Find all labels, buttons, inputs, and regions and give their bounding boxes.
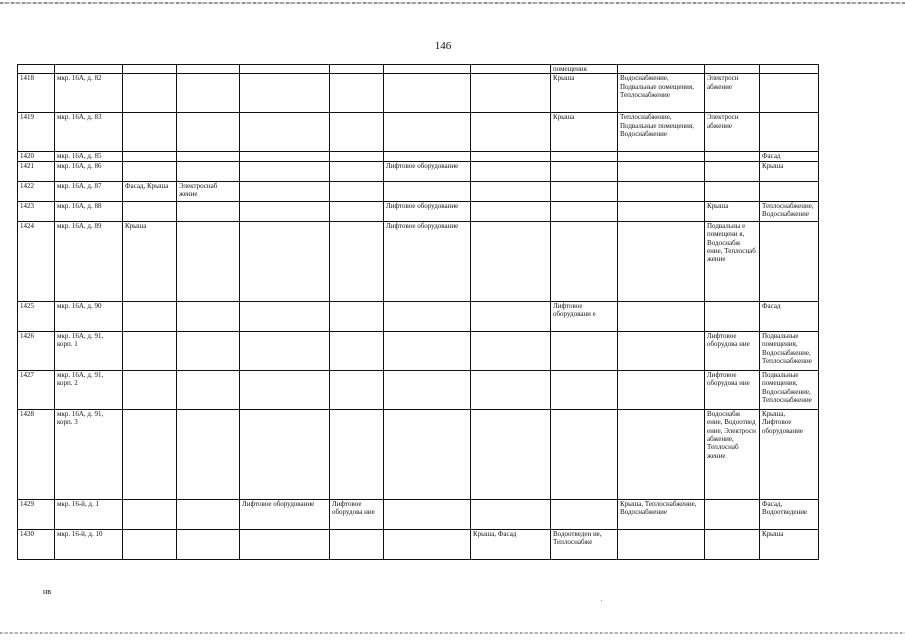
table-cell: Водоснабж ение, Водоотвед ение, Электросн абжение, Теплоснаб жение xyxy=(705,409,760,499)
table-row xyxy=(18,301,819,331)
table-row xyxy=(18,74,819,113)
table-cell xyxy=(471,113,551,152)
table-cell xyxy=(123,409,177,499)
address-cell: мкр. 16А, д. 89 xyxy=(55,221,123,301)
table-cell xyxy=(618,301,705,331)
table-cell: Крыша xyxy=(123,221,177,301)
table-cell xyxy=(384,152,471,161)
table-cell xyxy=(177,370,240,409)
table-row xyxy=(18,221,819,301)
table-cell xyxy=(471,74,551,113)
table-cell xyxy=(384,409,471,499)
table-cell xyxy=(618,529,705,559)
table-cell xyxy=(330,221,384,301)
table-cell xyxy=(240,201,330,221)
address-cell: мкр. 16А, д. 91, корп. 1 xyxy=(55,331,123,370)
table-row xyxy=(18,181,819,201)
table-cell xyxy=(705,161,760,181)
table-cell xyxy=(705,499,760,529)
table-cell xyxy=(618,152,705,161)
table-cell xyxy=(471,499,551,529)
scan-edge-top xyxy=(0,2,905,4)
table-cell: Лифтовое оборудование xyxy=(384,221,471,301)
table-cell xyxy=(240,74,330,113)
table-cell: Электроснаб жение xyxy=(177,181,240,201)
table-cell: Теплоснабжение, Водоснабжение xyxy=(760,201,819,221)
table-cell xyxy=(471,331,551,370)
table-cell: Крыша xyxy=(760,161,819,181)
table-cell: Подвальны е помещени я, Водоснабж ение, Теплоснаб жение xyxy=(705,221,760,301)
table-cell xyxy=(471,201,551,221)
table-cell xyxy=(330,201,384,221)
row-number-cell: 1421 xyxy=(18,161,55,181)
table-row xyxy=(18,331,819,370)
table-cell: Крыша xyxy=(551,113,618,152)
table-cell xyxy=(471,152,551,161)
table-cell xyxy=(384,301,471,331)
row-number-cell: 1424 xyxy=(18,221,55,301)
table-cell xyxy=(618,161,705,181)
table-cell xyxy=(240,529,330,559)
table-cell xyxy=(330,113,384,152)
table-cell xyxy=(123,113,177,152)
register-table xyxy=(17,64,819,560)
table-cell xyxy=(240,370,330,409)
table-cell xyxy=(760,181,819,201)
table-cell xyxy=(551,161,618,181)
table-cell xyxy=(618,201,705,221)
table-cell xyxy=(384,499,471,529)
table-cell xyxy=(123,499,177,529)
row-number-cell: 1429 xyxy=(18,499,55,529)
table-cell: помещения xyxy=(551,65,618,74)
table-cell xyxy=(177,409,240,499)
table-cell xyxy=(330,74,384,113)
table-cell xyxy=(330,409,384,499)
row-number-cell: 1419 xyxy=(18,113,55,152)
table-cell: Лифтовое оборудовани е xyxy=(551,301,618,331)
row-number-cell: 1420 xyxy=(18,152,55,161)
table-cell xyxy=(240,221,330,301)
row-number-cell: 1425 xyxy=(18,301,55,331)
table-cell xyxy=(384,529,471,559)
table-cell xyxy=(330,161,384,181)
table-cell xyxy=(471,161,551,181)
table-cell xyxy=(177,74,240,113)
table-cell xyxy=(123,301,177,331)
table-cell: Крыша xyxy=(760,529,819,559)
table-cell xyxy=(705,529,760,559)
table-cell xyxy=(240,152,330,161)
table-cell xyxy=(618,181,705,201)
table-cell xyxy=(551,370,618,409)
table-cell xyxy=(705,152,760,161)
table-rows xyxy=(18,74,819,559)
table-cell xyxy=(123,529,177,559)
table-cell xyxy=(177,161,240,181)
table-cell xyxy=(330,370,384,409)
address-cell: мкр. 16-й, д. 10 xyxy=(55,529,123,559)
table-cell: Фасад xyxy=(760,301,819,331)
address-cell: мкр. 16А, д. 83 xyxy=(55,113,123,152)
table-cell xyxy=(330,529,384,559)
table-cell xyxy=(240,161,330,181)
page-number: 146 xyxy=(434,40,452,52)
table-cell xyxy=(384,113,471,152)
scan-speck xyxy=(601,600,602,601)
table-cell xyxy=(240,113,330,152)
table-cell xyxy=(760,221,819,301)
footer-note: нв xyxy=(43,587,52,596)
table-cell xyxy=(618,370,705,409)
row-number-cell: 1427 xyxy=(18,370,55,409)
address-cell: мкр. 16А, д. 91, корп. 2 xyxy=(55,370,123,409)
table-row xyxy=(18,409,819,499)
table-cell: Водоотведен ие, Теплоснабже xyxy=(551,529,618,559)
table-cell xyxy=(551,152,618,161)
table-cell: Подвальные помещения, Водоснабжение, Теплоснабжение xyxy=(760,331,819,370)
row-number-cell: 1422 xyxy=(18,181,55,201)
table-cell: Электросн абжение xyxy=(705,74,760,113)
table-cell xyxy=(240,301,330,331)
table-cell: Лифтовое оборудова ние xyxy=(705,331,760,370)
table-cell: Фасад, Крыша xyxy=(123,181,177,201)
table-cell xyxy=(123,370,177,409)
table-cell: Лифтовое оборудование xyxy=(240,499,330,529)
table-row xyxy=(18,529,819,559)
table-cell xyxy=(330,331,384,370)
row-number-cell: 1426 xyxy=(18,331,55,370)
table-cell xyxy=(123,74,177,113)
table-cell xyxy=(123,152,177,161)
row-number-cell: 1418 xyxy=(18,74,55,113)
row-number-cell: 1423 xyxy=(18,201,55,221)
address-cell: мкр. 16А, д. 90 xyxy=(55,301,123,331)
table-row xyxy=(18,499,819,529)
table-cell: Лифтовое оборудова ние xyxy=(705,370,760,409)
table-cell xyxy=(551,331,618,370)
table-cell: Фасад, Водоотведение xyxy=(760,499,819,529)
row-number-cell: 1430 xyxy=(18,529,55,559)
table-cell xyxy=(177,221,240,301)
table-cell: Крыша, Лифтовое оборудование xyxy=(760,409,819,499)
table-cell xyxy=(330,181,384,201)
table-cell: Лифтовое оборудование xyxy=(384,201,471,221)
table-cell xyxy=(123,161,177,181)
table-row xyxy=(18,370,819,409)
table-cell xyxy=(760,74,819,113)
table-cell xyxy=(705,181,760,201)
address-cell: мкр. 16А, д. 87 xyxy=(55,181,123,201)
table-cell xyxy=(177,301,240,331)
table-cell: Крыша xyxy=(551,74,618,113)
table-cell xyxy=(471,370,551,409)
table-cell xyxy=(760,113,819,152)
table-row xyxy=(18,161,819,181)
table-cell xyxy=(177,499,240,529)
table-cell: Подвальные помещения, Водоснабжение, Теплоснабжение xyxy=(760,370,819,409)
table-cell xyxy=(123,201,177,221)
table-cell xyxy=(471,409,551,499)
table-cell xyxy=(471,301,551,331)
table-cell xyxy=(551,221,618,301)
table-cell: Электросн абжение xyxy=(705,113,760,152)
table-cell xyxy=(177,201,240,221)
table-cell xyxy=(384,181,471,201)
table-cell xyxy=(471,221,551,301)
table-cell xyxy=(330,152,384,161)
address-cell: мкр. 16А, д. 85 xyxy=(55,152,123,161)
table-cell xyxy=(177,152,240,161)
scan-edge-bottom xyxy=(0,632,905,634)
table-cell: Лифтовое оборудование xyxy=(384,161,471,181)
address-cell: мкр. 16А, д. 86 xyxy=(55,161,123,181)
table-cell xyxy=(618,221,705,301)
table-cell xyxy=(551,181,618,201)
table-cell xyxy=(330,301,384,331)
table-cell xyxy=(618,409,705,499)
table-cell xyxy=(240,331,330,370)
table-cell: Крыша xyxy=(705,201,760,221)
table-cell xyxy=(177,331,240,370)
table-cell xyxy=(240,409,330,499)
table-cell xyxy=(177,113,240,152)
table-cell: Крыша, Фасад xyxy=(471,529,551,559)
table-cell: Лифтовое оборудова ние xyxy=(330,499,384,529)
table-row-continuation xyxy=(18,65,819,74)
table-cell xyxy=(618,331,705,370)
table-cell xyxy=(240,181,330,201)
address-cell: мкр. 16А, д. 91, корп. 3 xyxy=(55,409,123,499)
table-cell xyxy=(384,331,471,370)
table-cell: Крыша, Теплоснабжение, Водоснабжение xyxy=(618,499,705,529)
table-cell xyxy=(471,181,551,201)
address-cell: мкр. 16А, д. 82 xyxy=(55,74,123,113)
table-cell xyxy=(177,529,240,559)
table-cell: Фасад xyxy=(760,152,819,161)
table-cell xyxy=(705,301,760,331)
table-cell: Водоснабжение, Подвальные помещения, Теплоснабжение xyxy=(618,74,705,113)
table-cell xyxy=(384,74,471,113)
table-cell xyxy=(123,331,177,370)
row-number-cell: 1428 xyxy=(18,409,55,499)
table-cell xyxy=(551,499,618,529)
table-cell xyxy=(384,370,471,409)
table-cell xyxy=(551,409,618,499)
table-cell xyxy=(551,201,618,221)
table-row xyxy=(18,113,819,152)
address-cell: мкр. 16А, д. 88 xyxy=(55,201,123,221)
table-cell: Теплоснабжение, Подвальные помещения, Водоснабжение xyxy=(618,113,705,152)
table-row xyxy=(18,152,819,161)
table-row xyxy=(18,201,819,221)
address-cell: мкр. 16-й, д. 1 xyxy=(55,499,123,529)
